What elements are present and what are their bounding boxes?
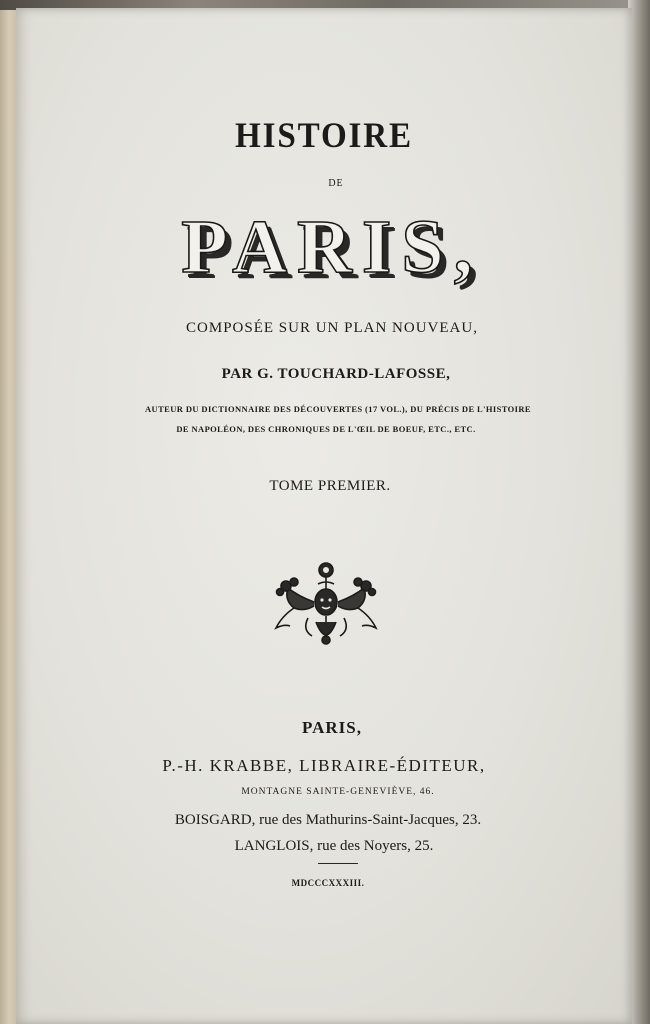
vignette-ornament-icon: [268, 556, 384, 648]
imprint-bookseller-2: LANGLOIS, rue des Noyers, 25.: [234, 838, 434, 854]
divider-rule: [318, 863, 358, 864]
author-line: PAR G. TOUCHARD-LAFOSSE,: [221, 366, 451, 382]
title-main-paris: PARIS,: [181, 205, 483, 289]
imprint-publisher: P.-H. KRABBE, LIBRAIRE-ÉDITEUR,: [162, 756, 486, 775]
imprint-publisher-address: MONTAGNE SAINTE-GENEVIÈVE, 46.: [241, 787, 435, 797]
volume-label: TOME PREMIER.: [269, 478, 391, 494]
title-connector: DE: [328, 178, 344, 189]
author-credits-line-1: AUTEUR DU DICTIONNAIRE DES DÉCOUVERTES (17 VOL.), DU PRÉCIS DE L'HISTOIRE: [145, 404, 531, 414]
author-credits-line-2: DE NAPOLÉON, DES CHRONIQUES DE L'ŒIL DE BOEUF, ETC., ETC.: [176, 424, 476, 434]
imprint-city: PARIS,: [302, 718, 362, 737]
title-page: [16, 8, 632, 1024]
subtitle: COMPOSÉE SUR UN PLAN NOUVEAU,: [186, 320, 478, 336]
imprint-bookseller-1: BOISGARD, rue des Mathurins-Saint-Jacques, 23.: [174, 812, 482, 828]
title-line-histoire: HISTOIRE: [235, 115, 413, 155]
imprint-date: MDCCCXXXIII.: [291, 878, 365, 888]
